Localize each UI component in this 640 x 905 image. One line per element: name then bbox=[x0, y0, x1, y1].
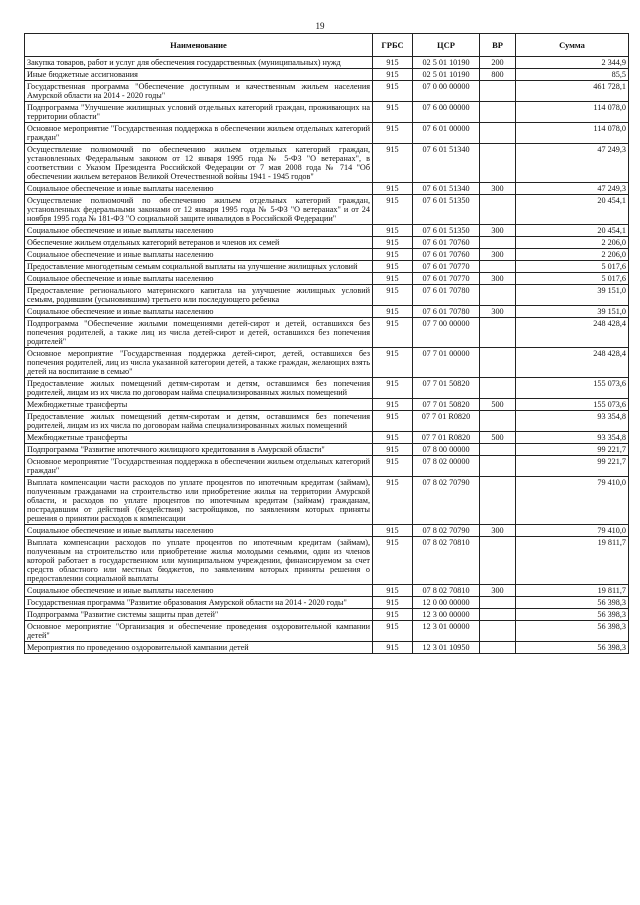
row-csr-cell: 07 6 01 51340 bbox=[413, 183, 480, 195]
table-row bbox=[25, 57, 629, 69]
row-grbs-cell: 915 bbox=[373, 237, 413, 249]
row-sum-cell: 93 354,8 bbox=[516, 411, 629, 432]
row-csr-cell: 07 8 02 00000 bbox=[413, 456, 480, 477]
row-name-cell: Основное мероприятие "Организация и обеспечение проведения оздоровительной кампании детей" bbox=[25, 621, 373, 642]
row-csr-cell: 07 6 01 51350 bbox=[413, 195, 480, 225]
row-csr-cell: 07 6 01 70770 bbox=[413, 261, 480, 273]
row-grbs-cell: 915 bbox=[373, 57, 413, 69]
row-csr-cell: 07 7 01 00000 bbox=[413, 348, 480, 378]
row-vr-cell bbox=[480, 348, 516, 378]
row-sum-cell: 114 078,0 bbox=[516, 102, 629, 123]
row-name-cell: Социальное обеспечение и иные выплаты населению bbox=[25, 225, 373, 237]
row-grbs-cell: 915 bbox=[373, 348, 413, 378]
row-vr-cell bbox=[480, 642, 516, 654]
header-csr: ЦСР bbox=[413, 34, 480, 57]
row-grbs-cell: 915 bbox=[373, 585, 413, 597]
row-name-cell: Подпрограмма "Улучшение жилищных условий отдельных категорий граждан, проживающих на территории области" bbox=[25, 102, 373, 123]
row-name-cell: Выплата компенсации расходов по уплате процентов по ипотечным кредитам (займам), полученным на строительство или приобретение жилья молодыми семьями, один из членов которой работает в государственном или муниципальном учреждении, финансируемом за счет средств областного или местных бюджетов, по заявлениям которых приняты решения о предоставлении социальной выплаты bbox=[25, 537, 373, 585]
row-vr-cell bbox=[480, 195, 516, 225]
row-grbs-cell: 915 bbox=[373, 378, 413, 399]
row-sum-cell: 2 206,0 bbox=[516, 249, 629, 261]
row-name-cell: Предоставление многодетным семьям социальной выплаты на улучшение жилищных условий bbox=[25, 261, 373, 273]
row-grbs-cell: 915 bbox=[373, 306, 413, 318]
row-name-cell: Осуществление полномочий по обеспечению жильем отдельных категорий граждан, установленных федеральными законами от 12 января 1995 года № 5-ФЗ "О ветеранах" и от 24 ноября 1995 года № 181-ФЗ "О социальной защите инвалидов в Российской Федерации" bbox=[25, 195, 373, 225]
row-grbs-cell: 915 bbox=[373, 183, 413, 195]
header-name: Наименование bbox=[25, 34, 373, 57]
row-sum-cell: 79 410,0 bbox=[516, 477, 629, 525]
row-vr-cell: 500 bbox=[480, 432, 516, 444]
row-name-cell: Предоставление жилых помещений детям-сиротам и детям, оставшимся без попечения родителей, лицам из их числа по договорам найма специализированных жилых помещений bbox=[25, 378, 373, 399]
row-csr-cell: 07 6 01 70760 bbox=[413, 237, 480, 249]
row-grbs-cell: 915 bbox=[373, 261, 413, 273]
row-grbs-cell: 915 bbox=[373, 609, 413, 621]
table-row bbox=[25, 411, 629, 432]
table-row bbox=[25, 318, 629, 348]
row-grbs-cell: 915 bbox=[373, 537, 413, 585]
row-sum-cell: 248 428,4 bbox=[516, 348, 629, 378]
row-grbs-cell: 915 bbox=[373, 621, 413, 642]
table-row bbox=[25, 597, 629, 609]
page-number: 19 bbox=[315, 21, 325, 31]
row-vr-cell: 800 bbox=[480, 69, 516, 81]
row-sum-cell: 56 398,3 bbox=[516, 621, 629, 642]
row-csr-cell: 07 7 01 50820 bbox=[413, 399, 480, 411]
row-sum-cell: 56 398,3 bbox=[516, 597, 629, 609]
row-sum-cell: 47 249,3 bbox=[516, 183, 629, 195]
row-csr-cell: 12 0 00 00000 bbox=[413, 597, 480, 609]
row-vr-cell bbox=[480, 456, 516, 477]
table-row bbox=[25, 144, 629, 183]
row-grbs-cell: 915 bbox=[373, 642, 413, 654]
row-grbs-cell: 915 bbox=[373, 285, 413, 306]
row-sum-cell: 56 398,3 bbox=[516, 609, 629, 621]
table-row bbox=[25, 195, 629, 225]
table-row bbox=[25, 642, 629, 654]
row-sum-cell: 47 249,3 bbox=[516, 144, 629, 183]
row-vr-cell: 300 bbox=[480, 225, 516, 237]
row-grbs-cell: 915 bbox=[373, 456, 413, 477]
table-row bbox=[25, 378, 629, 399]
row-name-cell: Социальное обеспечение и иные выплаты населению bbox=[25, 585, 373, 597]
row-name-cell: Основное мероприятие "Государственная поддержка детей-сирот, детей, оставшихся без попечения родителей, лиц из числа указанной категории детей, а также граждан, желающих взять детей на воспитание в семью" bbox=[25, 348, 373, 378]
row-name-cell: Мероприятия по проведению оздоровительной кампании детей bbox=[25, 642, 373, 654]
row-grbs-cell: 915 bbox=[373, 399, 413, 411]
row-vr-cell: 300 bbox=[480, 249, 516, 261]
row-sum-cell: 2 206,0 bbox=[516, 237, 629, 249]
row-sum-cell: 19 811,7 bbox=[516, 585, 629, 597]
row-vr-cell bbox=[480, 261, 516, 273]
row-vr-cell bbox=[480, 537, 516, 585]
row-vr-cell bbox=[480, 378, 516, 399]
row-csr-cell: 07 7 01 R0820 bbox=[413, 411, 480, 432]
budget-table bbox=[24, 33, 629, 654]
table-row bbox=[25, 399, 629, 411]
row-vr-cell: 300 bbox=[480, 273, 516, 285]
table-row bbox=[25, 261, 629, 273]
row-vr-cell bbox=[480, 411, 516, 432]
row-grbs-cell: 915 bbox=[373, 318, 413, 348]
row-sum-cell: 155 073,6 bbox=[516, 399, 629, 411]
row-name-cell: Обеспечение жильем отдельных категорий ветеранов и членов их семей bbox=[25, 237, 373, 249]
row-grbs-cell: 915 bbox=[373, 195, 413, 225]
row-vr-cell bbox=[480, 123, 516, 144]
row-vr-cell bbox=[480, 597, 516, 609]
row-sum-cell: 248 428,4 bbox=[516, 318, 629, 348]
row-name-cell: Государственная программа "Обеспечение доступным и качественным жильем населения Амурской области на 2014 - 2020 годы" bbox=[25, 81, 373, 102]
row-name-cell: Предоставление жилых помещений детям-сиротам и детям, оставшимся без попечения родителей, лицам из их числа по договорам найма специализированных жилых помещений bbox=[25, 411, 373, 432]
row-vr-cell bbox=[480, 237, 516, 249]
table-row bbox=[25, 123, 629, 144]
table-row bbox=[25, 81, 629, 102]
row-name-cell: Выплата компенсации части расходов по уплате процентов по ипотечным кредитам (займам), полученным гражданами на строительство или приобретение жилья на территории Амурской области, и расходов по уплате процентов по ипотечным кредитам (займам) гражданам, пострадавшим от действий (бездействия) застройщиков, по заявлениям которых приняты решения о принятии расходов к компенсации bbox=[25, 477, 373, 525]
row-sum-cell: 85,5 bbox=[516, 69, 629, 81]
row-grbs-cell: 915 bbox=[373, 123, 413, 144]
row-name-cell: Социальное обеспечение и иные выплаты населению bbox=[25, 249, 373, 261]
row-csr-cell: 07 6 01 70780 bbox=[413, 285, 480, 306]
row-name-cell: Социальное обеспечение и иные выплаты населению bbox=[25, 183, 373, 195]
row-csr-cell: 07 8 00 00000 bbox=[413, 444, 480, 456]
row-sum-cell: 461 728,1 bbox=[516, 81, 629, 102]
row-sum-cell: 39 151,0 bbox=[516, 285, 629, 306]
row-grbs-cell: 915 bbox=[373, 444, 413, 456]
row-csr-cell: 07 8 02 70790 bbox=[413, 477, 480, 525]
row-csr-cell: 07 6 01 70760 bbox=[413, 249, 480, 261]
table-row bbox=[25, 585, 629, 597]
row-sum-cell: 79 410,0 bbox=[516, 525, 629, 537]
row-csr-cell: 07 8 02 70810 bbox=[413, 537, 480, 585]
row-grbs-cell: 915 bbox=[373, 477, 413, 525]
table-body bbox=[25, 57, 629, 654]
table-row bbox=[25, 273, 629, 285]
row-vr-cell: 300 bbox=[480, 306, 516, 318]
row-csr-cell: 07 6 01 70780 bbox=[413, 306, 480, 318]
row-grbs-cell: 915 bbox=[373, 411, 413, 432]
row-name-cell: Межбюджетные трансферты bbox=[25, 399, 373, 411]
table-row bbox=[25, 183, 629, 195]
row-name-cell: Основное мероприятие "Государственная поддержка в обеспечении жильем отдельных категорий граждан" bbox=[25, 456, 373, 477]
row-name-cell: Осуществление полномочий по обеспечению жильем отдельных категорий граждан, установленных Федеральным законом от 12 января 1995 года № 5-ФЗ "О ветеранах", в соответствии с Указом Президента Российской Федерации от 7 мая 2008 года № 714 "Об обеспечении жильем ветеранов Великой Отечественной войны 1941 - 1945 годов" bbox=[25, 144, 373, 183]
row-name-cell: Иные бюджетные ассигнования bbox=[25, 69, 373, 81]
row-sum-cell: 114 078,0 bbox=[516, 123, 629, 144]
row-csr-cell: 12 3 01 00000 bbox=[413, 621, 480, 642]
row-name-cell: Государственная программа "Развитие образования Амурской области на 2014 - 2020 годы" bbox=[25, 597, 373, 609]
row-vr-cell bbox=[480, 444, 516, 456]
row-csr-cell: 07 7 01 50820 bbox=[413, 378, 480, 399]
row-csr-cell: 07 6 01 51350 bbox=[413, 225, 480, 237]
row-sum-cell: 93 354,8 bbox=[516, 432, 629, 444]
row-vr-cell bbox=[480, 285, 516, 306]
table-row bbox=[25, 609, 629, 621]
row-csr-cell: 07 7 01 R0820 bbox=[413, 432, 480, 444]
row-grbs-cell: 915 bbox=[373, 249, 413, 261]
row-csr-cell: 07 7 00 00000 bbox=[413, 318, 480, 348]
row-vr-cell bbox=[480, 318, 516, 348]
row-sum-cell: 39 151,0 bbox=[516, 306, 629, 318]
row-vr-cell: 300 bbox=[480, 585, 516, 597]
row-grbs-cell: 915 bbox=[373, 432, 413, 444]
row-grbs-cell: 915 bbox=[373, 102, 413, 123]
row-name-cell: Подпрограмма "Развитие ипотечного жилищного кредитования в Амурской области" bbox=[25, 444, 373, 456]
header-vr: ВР bbox=[480, 34, 516, 57]
table-row bbox=[25, 102, 629, 123]
row-sum-cell: 19 811,7 bbox=[516, 537, 629, 585]
row-vr-cell: 300 bbox=[480, 525, 516, 537]
row-grbs-cell: 915 bbox=[373, 225, 413, 237]
table-row bbox=[25, 306, 629, 318]
row-vr-cell: 200 bbox=[480, 57, 516, 69]
row-sum-cell: 5 017,6 bbox=[516, 273, 629, 285]
row-sum-cell: 99 221,7 bbox=[516, 456, 629, 477]
row-sum-cell: 20 454,1 bbox=[516, 195, 629, 225]
row-grbs-cell: 915 bbox=[373, 273, 413, 285]
header-sum: Сумма bbox=[516, 34, 629, 57]
row-vr-cell: 300 bbox=[480, 183, 516, 195]
row-name-cell: Подпрограмма "Обеспечение жилыми помещениями детей-сирот и детей, оставшихся без попечения родителей, а также лиц из числа детей-сирот и детей, оставшихся без попечения родителей" bbox=[25, 318, 373, 348]
row-csr-cell: 07 6 00 00000 bbox=[413, 102, 480, 123]
row-grbs-cell: 915 bbox=[373, 144, 413, 183]
row-grbs-cell: 915 bbox=[373, 69, 413, 81]
row-csr-cell: 12 3 00 00000 bbox=[413, 609, 480, 621]
table-row bbox=[25, 285, 629, 306]
row-name-cell: Предоставление регионального материнского капитала на улучшение жилищных условий семьям, родившим (усыновившим) третьего или последующего ребенка bbox=[25, 285, 373, 306]
row-csr-cell: 07 6 01 00000 bbox=[413, 123, 480, 144]
row-csr-cell: 07 0 00 00000 bbox=[413, 81, 480, 102]
row-csr-cell: 07 6 01 51340 bbox=[413, 144, 480, 183]
table-row bbox=[25, 249, 629, 261]
row-sum-cell: 56 398,3 bbox=[516, 642, 629, 654]
row-grbs-cell: 915 bbox=[373, 525, 413, 537]
row-sum-cell: 99 221,7 bbox=[516, 444, 629, 456]
row-name-cell: Закупка товаров, работ и услуг для обеспечения государственных (муниципальных) нужд bbox=[25, 57, 373, 69]
row-vr-cell bbox=[480, 609, 516, 621]
row-name-cell: Основное мероприятие "Государственная поддержка в обеспечении жильем отдельных категорий граждан" bbox=[25, 123, 373, 144]
row-name-cell: Социальное обеспечение и иные выплаты населению bbox=[25, 525, 373, 537]
row-csr-cell: 02 5 01 10190 bbox=[413, 69, 480, 81]
row-sum-cell: 2 344,9 bbox=[516, 57, 629, 69]
row-vr-cell bbox=[480, 477, 516, 525]
table-row bbox=[25, 477, 629, 525]
row-sum-cell: 5 017,6 bbox=[516, 261, 629, 273]
row-name-cell: Подпрограмма "Развитие системы защиты прав детей" bbox=[25, 609, 373, 621]
header-grbs: ГРБС bbox=[373, 34, 413, 57]
table-row bbox=[25, 225, 629, 237]
row-vr-cell bbox=[480, 621, 516, 642]
row-sum-cell: 155 073,6 bbox=[516, 378, 629, 399]
table-row bbox=[25, 537, 629, 585]
row-vr-cell bbox=[480, 102, 516, 123]
table-row bbox=[25, 525, 629, 537]
row-vr-cell: 500 bbox=[480, 399, 516, 411]
table-row bbox=[25, 69, 629, 81]
row-name-cell: Социальное обеспечение и иные выплаты населению bbox=[25, 306, 373, 318]
row-vr-cell bbox=[480, 144, 516, 183]
row-csr-cell: 07 8 02 70790 bbox=[413, 525, 480, 537]
table-row bbox=[25, 237, 629, 249]
table-row bbox=[25, 621, 629, 642]
table-row bbox=[25, 444, 629, 456]
row-sum-cell: 20 454,1 bbox=[516, 225, 629, 237]
row-vr-cell bbox=[480, 81, 516, 102]
row-grbs-cell: 915 bbox=[373, 597, 413, 609]
table-row bbox=[25, 432, 629, 444]
table-header-row bbox=[25, 34, 629, 57]
row-csr-cell: 07 6 01 70770 bbox=[413, 273, 480, 285]
table-row bbox=[25, 348, 629, 378]
row-csr-cell: 02 5 01 10190 bbox=[413, 57, 480, 69]
row-csr-cell: 12 3 01 10950 bbox=[413, 642, 480, 654]
row-grbs-cell: 915 bbox=[373, 81, 413, 102]
table-row bbox=[25, 456, 629, 477]
row-name-cell: Социальное обеспечение и иные выплаты населению bbox=[25, 273, 373, 285]
row-name-cell: Межбюджетные трансферты bbox=[25, 432, 373, 444]
row-csr-cell: 07 8 02 70810 bbox=[413, 585, 480, 597]
